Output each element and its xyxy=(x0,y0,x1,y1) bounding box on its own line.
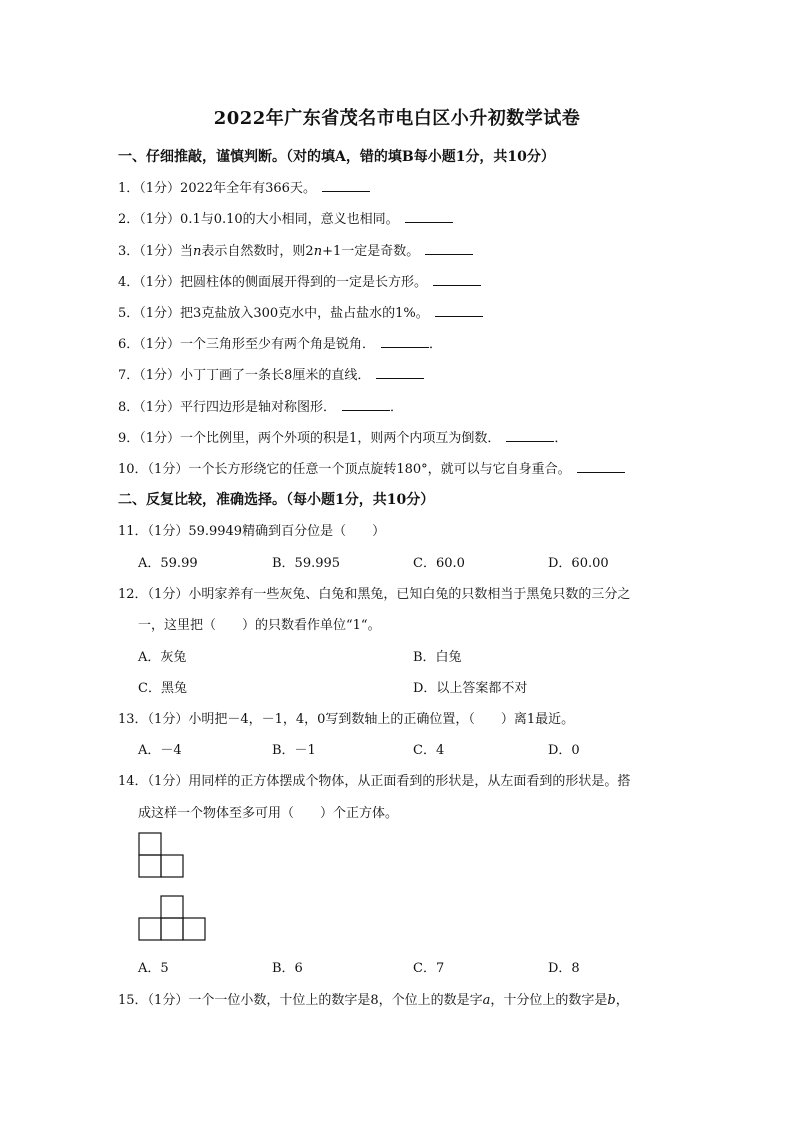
question-10 xyxy=(118,458,625,477)
page-title: 2022年广东省茂名市电白区小升初数学试卷 xyxy=(213,108,581,129)
question-1 xyxy=(118,177,370,196)
question-text: 4．（1分）把圆柱体的侧面展开得到的一定是长方形。 xyxy=(118,275,428,290)
cube-square xyxy=(183,918,205,940)
section-heading-1: 一、仔细推敲，谨慎判断。（对的填A，错的填B每小题1分，共10分） xyxy=(118,149,555,165)
option-c[interactable]: C．60.0 xyxy=(413,556,465,571)
question-text: 10．（1分）一个长方形绕它的任意一个顶点旋转180°，就可以与它自身重合。 xyxy=(118,462,571,477)
answer-blank[interactable] xyxy=(433,273,481,286)
question-text: 6．（1分）一个三角形至少有两个角是锐角． xyxy=(118,337,376,352)
cube-square xyxy=(139,918,161,940)
answer-blank[interactable] xyxy=(376,366,424,379)
question-text: ，十分位上的数字是 xyxy=(490,993,608,1008)
answer-blank[interactable] xyxy=(342,398,390,411)
question-tail: ． xyxy=(429,337,443,352)
answer-blank[interactable] xyxy=(322,179,370,192)
answer-blank[interactable] xyxy=(506,429,554,442)
option-c[interactable]: C．黑兔 xyxy=(138,681,187,696)
question-14-line-2: 成这样一个物体至多可用（ ）个正方体。 xyxy=(138,806,399,821)
variable-a: a xyxy=(482,993,491,1008)
option-d[interactable]: D．以上答案都不对 xyxy=(413,681,528,696)
option-b[interactable]: B．白兔 xyxy=(413,650,462,665)
option-a[interactable]: A．－4 xyxy=(138,743,182,758)
cube-square xyxy=(139,855,161,877)
variable-n: n xyxy=(193,244,202,259)
left-view-figure xyxy=(138,895,208,941)
cube-square xyxy=(139,833,161,855)
option-a[interactable]: A．59.99 xyxy=(138,556,198,571)
question-11: 11．（1分）59.9949精确到百分位是（ ） xyxy=(118,524,386,539)
question-text: 5．（1分）把3克盐放入300克水中，盐占盐水的1%。 xyxy=(118,306,429,321)
question-text: +1一定是奇数。 xyxy=(322,244,420,259)
question-12-line-2: 一，这里把（ ）的只数看作单位“1“。 xyxy=(138,618,381,633)
option-a[interactable]: A．灰兔 xyxy=(138,650,187,665)
answer-blank[interactable] xyxy=(577,460,625,473)
variable-b: b xyxy=(607,993,616,1008)
question-15 xyxy=(118,989,629,1008)
variable-n: n xyxy=(313,244,323,259)
section-heading-2: 二、反复比较，准确选择。（每小题1分，共10分） xyxy=(118,492,435,508)
question-8 xyxy=(118,396,403,415)
question-5 xyxy=(118,302,483,321)
cube-square xyxy=(161,855,183,877)
question-text: 8．（1分）平行四边形是轴对称图形． xyxy=(118,400,337,415)
answer-blank[interactable] xyxy=(435,304,483,317)
question-12-line-1: 12．（1分）小明家养有一些灰兔、白兔和黑兔，已知白兔的只数相当于黑兔只数的三分之 xyxy=(118,587,631,602)
front-view-figure xyxy=(138,832,186,878)
question-tail: ． xyxy=(390,400,404,415)
answer-blank[interactable] xyxy=(381,335,429,348)
option-c[interactable]: C．4 xyxy=(413,743,445,758)
question-tail: ． xyxy=(554,431,568,446)
question-text: 表示自然数时，则2 xyxy=(201,244,314,259)
question-3 xyxy=(118,240,473,259)
answer-blank[interactable] xyxy=(405,210,453,223)
question-2 xyxy=(118,208,453,227)
question-text: 3．（1分）当 xyxy=(118,244,194,259)
question-9 xyxy=(118,427,567,446)
option-a[interactable]: A．5 xyxy=(138,961,169,976)
cube-square xyxy=(161,918,183,940)
option-b[interactable]: B．－1 xyxy=(272,743,316,758)
option-b[interactable]: B．6 xyxy=(272,961,303,976)
question-text: 1．（1分）2022年全年有366天。 xyxy=(118,181,316,196)
question-text: 9．（1分）一个比例里，两个外项的积是1，则两个内项互为倒数． xyxy=(118,431,501,446)
option-c[interactable]: C．7 xyxy=(413,961,445,976)
question-4 xyxy=(118,271,481,290)
option-d[interactable]: D．60.00 xyxy=(548,556,609,571)
option-d[interactable]: D．0 xyxy=(548,743,580,758)
question-text: 2．（1分）0.1与0.10的大小相同，意义也相同。 xyxy=(118,212,399,227)
option-b[interactable]: B．59.995 xyxy=(272,556,341,571)
question-text: ， xyxy=(615,993,629,1008)
answer-blank[interactable] xyxy=(425,242,473,255)
cube-square xyxy=(161,896,183,918)
question-text: 15．（1分）一个一位小数，十位上的数字是8，个位上的数是字 xyxy=(118,993,483,1008)
option-d[interactable]: D．8 xyxy=(548,961,580,976)
question-text: 7．（1分）小丁丁画了一条长8厘米的直线． xyxy=(118,368,371,383)
question-6 xyxy=(118,333,442,352)
question-13: 13．（1分）小明把－4，－1，4，0写到数轴上的正确位置，（ ）离1最近。 xyxy=(118,712,575,727)
question-14-line-1: 14．（1分）用同样的正方体摆成个物体，从正面看到的形状是，从左面看到的形状是。搭 xyxy=(118,774,631,789)
question-7 xyxy=(118,364,424,383)
